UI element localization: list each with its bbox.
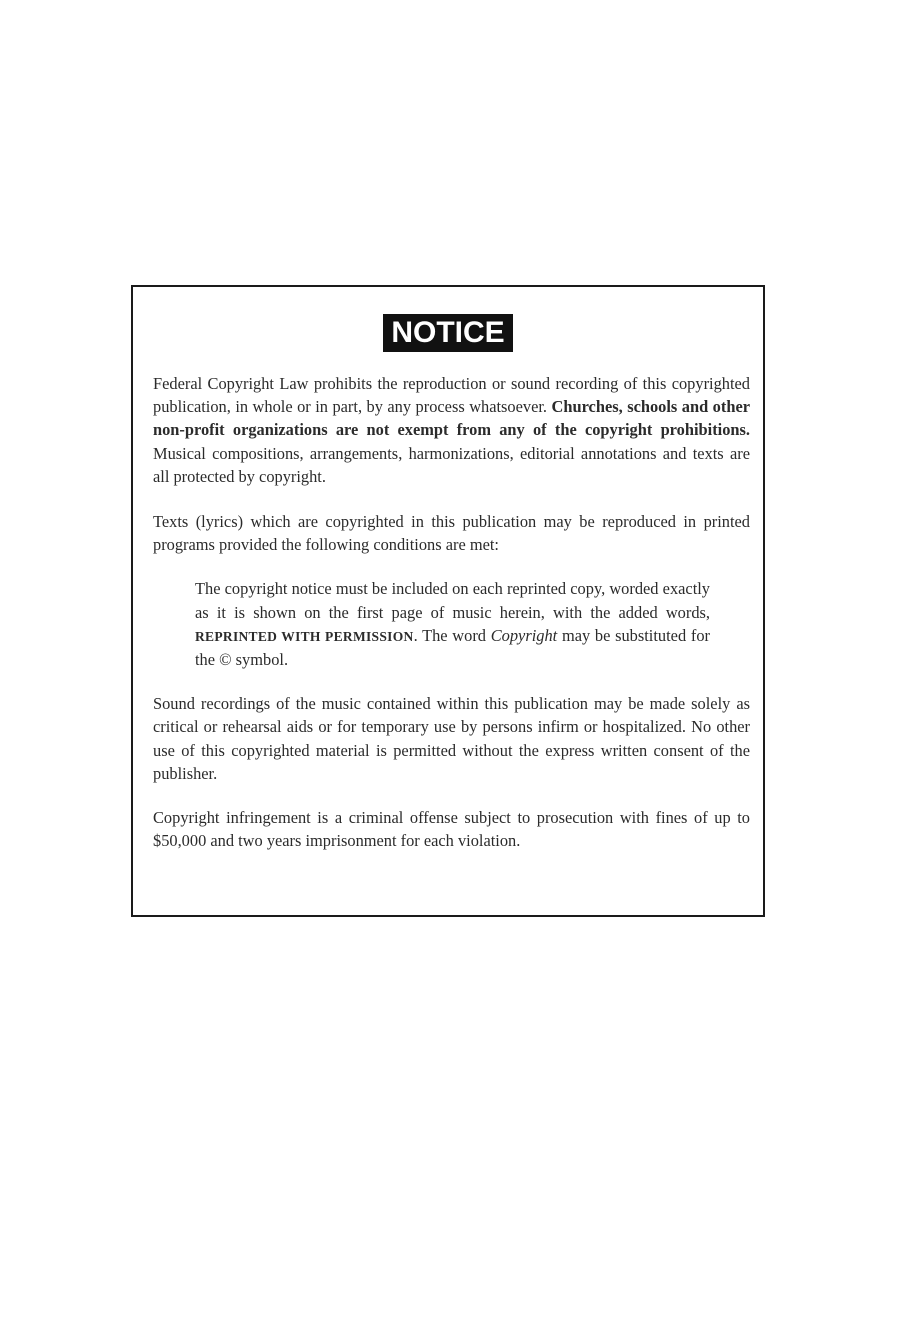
paragraph-copyright-law-text-b: Musical compositions, arrangements, harmonizations, editorial annotations and texts are all protected by copyright.	[153, 443, 750, 486]
paragraph-conditions-text-a: The copyright notice must be included on each reprinted copy, worded exactly as it is shown on the first page of music herein, with the added words,	[195, 579, 710, 622]
notice-title: NOTICE	[383, 314, 512, 352]
paragraph-lyrics-reproduction: Texts (lyrics) which are copyrighted in this publication may be reproduced in printed programs provided the following conditions are met:	[153, 512, 750, 555]
copyright-word: Copyright	[490, 625, 558, 645]
paragraph-infringement: Copyright infringement is a criminal offense subject to prosecution with fines of up to $50,000 and two years imprisonment for each violation.	[153, 808, 750, 851]
paragraph-copyright-law-bold: Churches, schools and other non-profit organizations are not exempt from any of the copyright prohibitions.	[153, 397, 750, 440]
paragraph-copyright-law	[153, 372, 750, 488]
paragraph-conditions-text-b: . The word	[413, 625, 491, 645]
paragraph-conditions-text-c: may be substituted for the © symbol.	[195, 625, 710, 670]
notice-title-wrap	[133, 314, 763, 352]
notice-box	[131, 285, 765, 917]
paragraph-copyright-law-text-a: Federal Copyright Law prohibits the reproduction or sound recording of this copyrighted publication, in whole or in part, by any process whatsoever.	[153, 374, 750, 417]
notice-content	[153, 372, 750, 852]
paragraph-conditions	[195, 577, 710, 671]
reprinted-with-permission-text: REPRINTED WITH PERMISSION	[195, 628, 414, 644]
paragraph-sound-recordings: Sound recordings of the music contained within this publication may be made solely as critical or rehearsal aids or for temporary use by persons infirm or hospitalized. No other use of this copyrighted material is permitted without the express written consent of the publisher.	[153, 694, 750, 783]
